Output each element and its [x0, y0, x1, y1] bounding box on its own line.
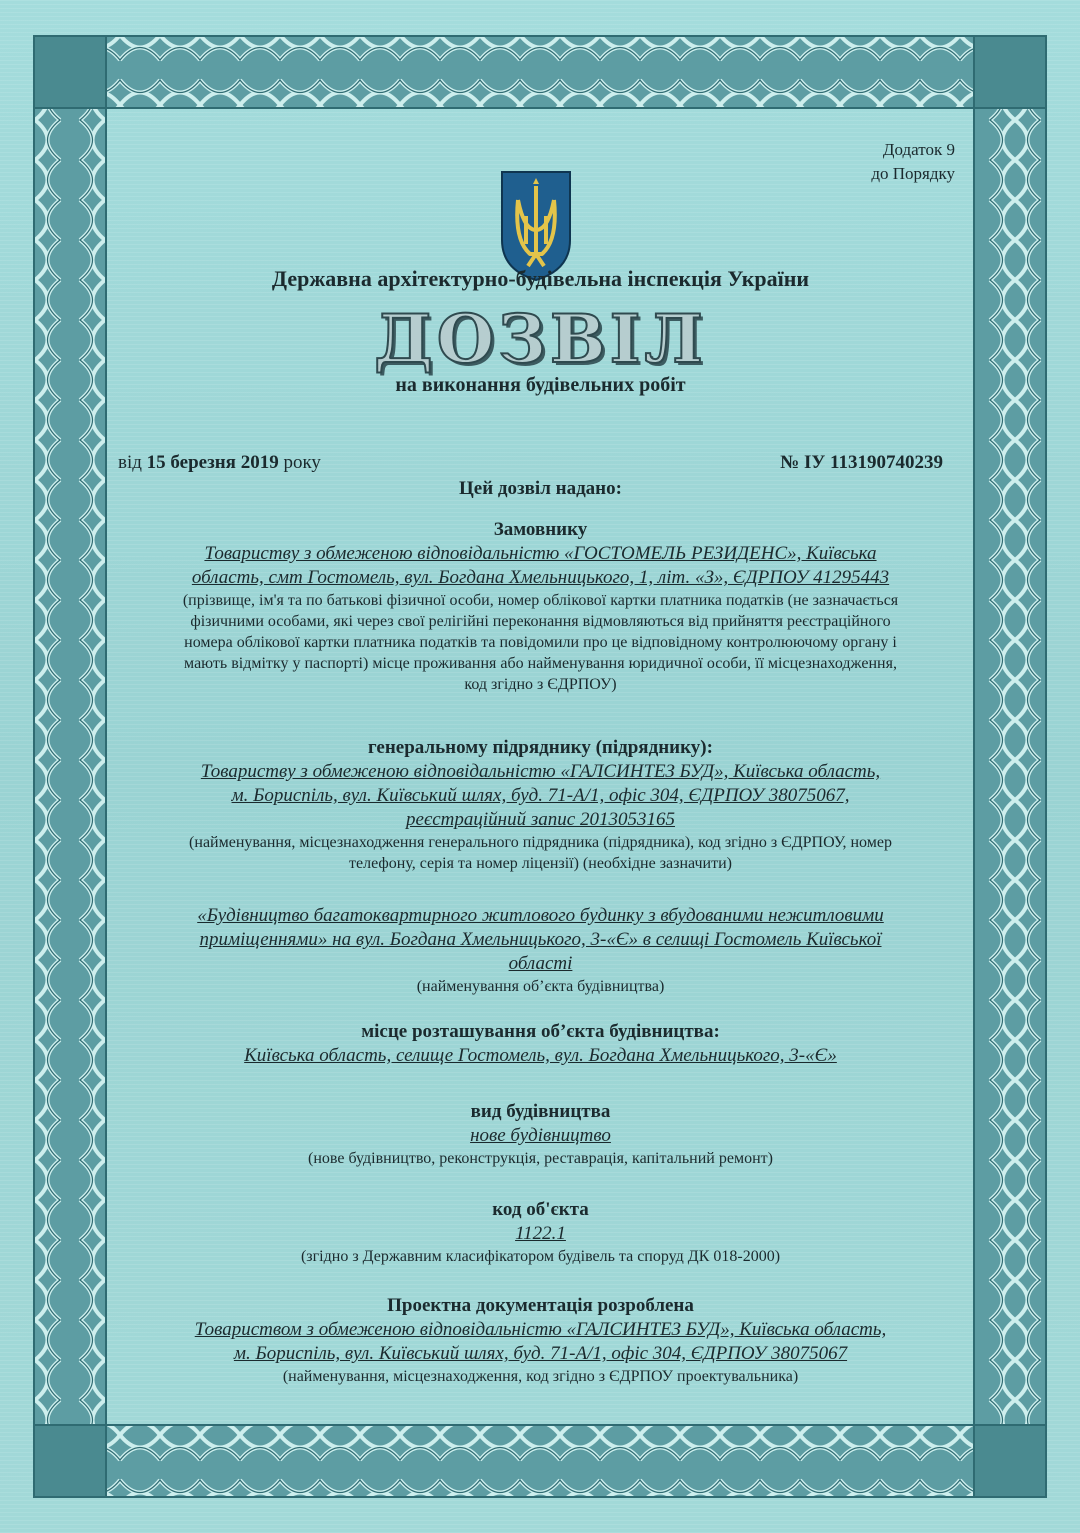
section-heading: Проектна документація розроблена [387, 1295, 694, 1316]
section-note: (нове будівництво, реконструкція, реставрація, капітальний ремонт) [308, 1150, 773, 1167]
construction-type-section [118, 1100, 963, 1169]
section-note: мають відмітку у паспорті) місце проживання або найменування юридичної особи, її місцезнаходження, [184, 655, 897, 672]
agency-name: Державна архітектурно-будівельна інспекція України [271, 266, 810, 291]
section-heading: Замовнику [493, 519, 588, 540]
object-code-value: 1122.1 [515, 1223, 566, 1244]
object-value: «Будівництво багатоквартирного житлового будинку з вбудованими нежитловими [197, 905, 884, 926]
project-value: Товариством з обмеженою відповідальністю «ГАЛСИНТЕЗ БУД», Київська область, [194, 1319, 887, 1340]
project-value: м. Бориспіль, вул. Київський шлях, буд. 71-А/1, офіс 304, ЄДРПОУ 38075067 [233, 1343, 848, 1364]
object-section [118, 904, 963, 997]
date-value: 15 березня 2019 [146, 452, 279, 473]
object-value: області [508, 953, 573, 974]
construction-type-value: нове будівництво [470, 1125, 611, 1146]
object-code-section [118, 1198, 963, 1267]
customer-value: Товариству з обмеженою відповідальністю «ГОСТОМЕЛЬ РЕЗИДЕНС», Київська [204, 543, 877, 564]
date-prefix: від [118, 452, 142, 473]
section-note: телефону, серія та номер ліцензії) (необхідне зазначити) [349, 855, 732, 872]
section-note: (згідно з Державним класифікатором будівель та споруд ДК 018-2000) [300, 1248, 781, 1265]
section-heading: вид будівництва [470, 1101, 611, 1122]
customer-value: область, смт Гостомель, вул. Богдана Хмельницького, 1, літ. «З», ЄДРПОУ 41295443 [191, 567, 890, 588]
permit-content [118, 138, 963, 1408]
section-heading: місце розташування об’єкта будівництва: [361, 1021, 720, 1042]
object-value: приміщеннями» на вул. Богдана Хмельницького, 3-«Є» в селищі Гостомель Київської [199, 929, 882, 950]
location-section [118, 1020, 963, 1068]
contractor-value: Товариству з обмеженою відповідальністю «ГАЛСИНТЕЗ БУД», Київська область, [200, 761, 881, 782]
section-note: номера облікової картки платника податків та повідомили про це відповідному контролюючому органу і [184, 634, 897, 651]
section-heading: код об'єкта [492, 1199, 589, 1220]
section-note: (найменування, місцезнаходження генерального підрядника (підрядника), код згідно з ЄДРПОУ, номер [189, 834, 892, 851]
appendix-note [871, 138, 955, 186]
contractor-section [118, 736, 963, 874]
section-note: код згідно з ЄДРПОУ) [464, 676, 617, 693]
section-note: фізичними особами, які через свої релігійні переконання відмовляються від прийняття реєстраційного [190, 613, 891, 630]
granted-heading: Цей дозвіл надано: [459, 478, 622, 499]
appendix-line: до Порядку [871, 164, 955, 183]
issue-date [118, 452, 321, 474]
permit-number: № ІУ 113190740239 [780, 452, 943, 473]
location-value: Київська область, селище Гостомель, вул. Богдана Хмельницького, 3-«Є» [244, 1045, 837, 1066]
document-title: ДОЗВІЛ [374, 300, 707, 378]
date-suffix: року [283, 452, 321, 473]
project-section [118, 1294, 963, 1387]
contractor-value: реєстраційний запис 2013053165 [406, 809, 675, 830]
section-heading: генеральному підряднику (підряднику): [368, 737, 713, 758]
section-note: (прізвище, ім'я та по батькові фізичної особи, номер облікової картки платника податків (не зазначається [182, 592, 899, 609]
contractor-value: м. Бориспіль, вул. Київський шлях, буд. 71-А/1, офіс 304, ЄДРПОУ 38075067, [231, 785, 850, 806]
section-note: (найменування об’єкта будівництва) [416, 978, 665, 995]
section-note: (найменування, місцезнаходження, код згідно з ЄДРПОУ проектувальника) [282, 1368, 799, 1385]
appendix-line: Додаток 9 [882, 140, 955, 159]
customer-section [118, 518, 963, 695]
document-subtitle: на виконання будівельних робіт [395, 374, 686, 396]
